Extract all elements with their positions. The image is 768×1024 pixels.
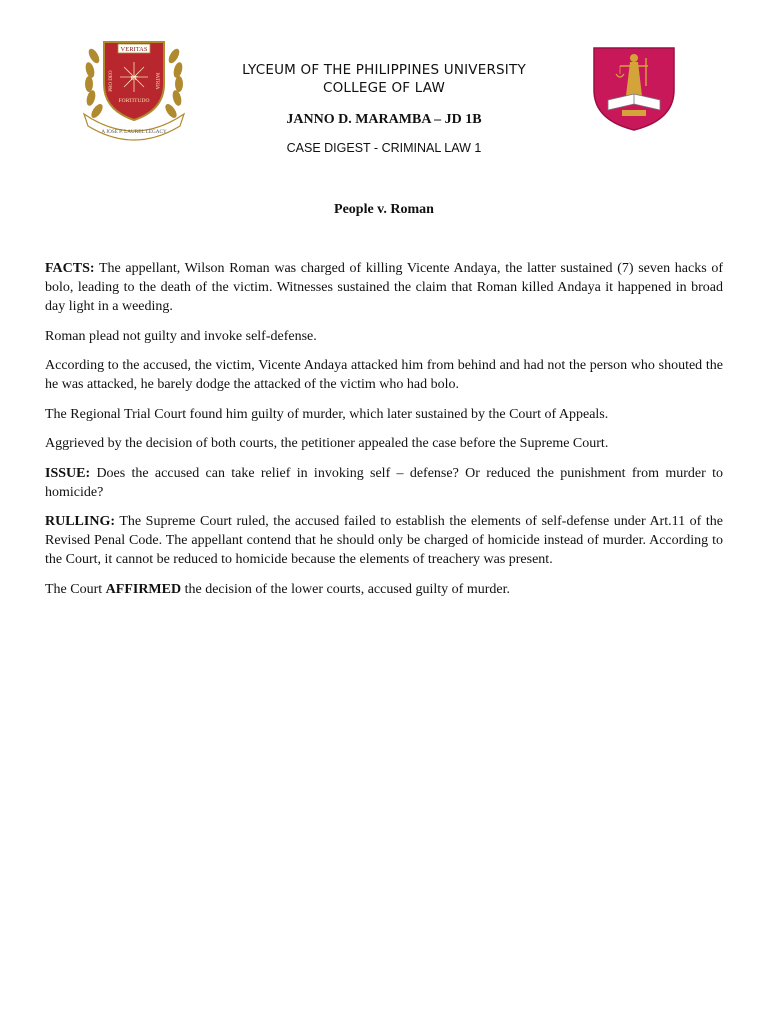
seal-motto-top: VERITAS	[120, 46, 148, 53]
disposition-pre: The Court	[45, 581, 106, 597]
plea-paragraph: Roman plead not guilty and invoke self-defense.	[45, 328, 317, 344]
rtc-paragraph: The Regional Trial Court found him guilty of murder, which later sustained by the Court of Appeals.	[45, 406, 609, 422]
ruling-paragraph	[45, 512, 723, 569]
seal-motto-bottom: FORTITUDO	[118, 98, 150, 104]
issue-label: ISSUE:	[45, 465, 91, 481]
seal-ribbon-text: A JOSE P. LAUREL LEGACY	[101, 129, 167, 135]
ruling-text: The Supreme Court ruled, the accused failed to establish the elements of self-defense under Art.11 of the Revised Penal Code. The appellant contend that he should only be charged of homicide instead of murder. According to the Court, it cannot be reduced to homicide because the elements of treachery was present.	[45, 514, 723, 567]
seal-motto-mid: ET	[130, 76, 138, 82]
facts-label: FACTS:	[45, 261, 95, 276]
disposition-paragraph	[45, 580, 723, 599]
subject-line: CASE DIGEST - CRIMINAL LAW 1	[286, 141, 482, 155]
ruling-label: RULLING:	[45, 514, 116, 529]
facts-paragraph	[45, 259, 723, 316]
issue-text: Does the accused can take relief in invoking self – defense? Or reduced the punishment from murder to homicide?	[45, 465, 723, 500]
disposition-verdict: AFFIRMED	[105, 581, 182, 597]
facts-text: The appellant, Wilson Roman was charged of killing Vicente Andaya, the latter sustained (7) seven hacks of bolo, leading to the death of the victim. Witnesses sustained the claim that Roman killed Andaya it happened in broad day light in a weeding.	[45, 261, 723, 314]
issue-paragraph	[45, 464, 723, 502]
seal-motto-right: PATRIA	[154, 72, 159, 90]
seal-motto-left: PRO DEO	[109, 70, 114, 92]
document-header	[0, 0, 768, 170]
college-name: COLLEGE OF LAW	[322, 80, 446, 96]
accused-account-paragraph: According to the accused, the victim, Vicente Andaya attacked him from behind and had not the person who shouted the he was attacked, he barely dodge the attacked of the victim who had bolo.	[45, 358, 723, 392]
appeal-paragraph: Aggrieved by the decision of both courts, the petitioner appealed the case before the Supreme Court.	[45, 436, 609, 451]
college-of-law-seal-logo	[592, 46, 676, 132]
university-name: LYCEUM OF THE PHILIPPINES UNIVERSITY	[242, 62, 526, 78]
disposition-post: the decision of the lower courts, accused guilty of murder.	[181, 581, 510, 597]
case-digest-body	[45, 259, 723, 609]
author-line: JANNO D. MARAMBA – JD 1B	[286, 112, 482, 127]
case-title: People v. Roman	[334, 202, 434, 217]
